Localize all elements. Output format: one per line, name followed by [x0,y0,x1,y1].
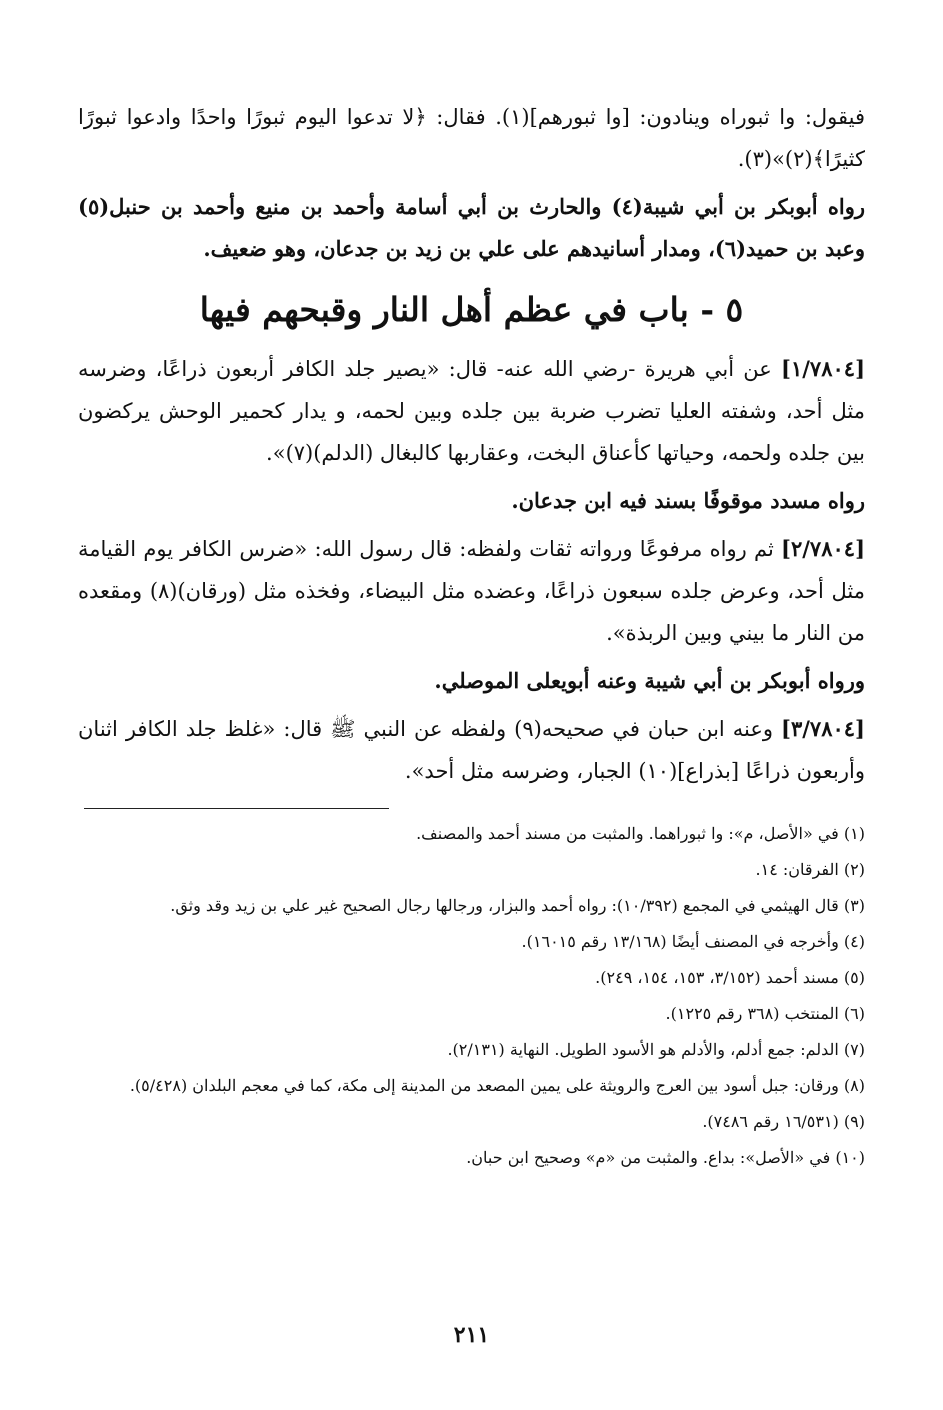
footnote-3: (٣) قال الهيثمي في المجمع (١٠/٣٩٢): رواه أحمد والبزار، ورجالها رجال الصحيح غير علي بن زيد وقد وثق. [170,896,865,915]
footnote-4: (٤) وأخرجه في المصنف أيضًا (١٣/١٦٨ رقم ١٦٠١٥). [521,932,865,951]
narration-note-1: رواه مسدد موقوفًا بسند فيه ابن جدعان. [511,488,865,513]
footnote-5: (٥) مسند أحمد (٣/١٥٢، ١٥٣، ١٥٤، ٢٤٩). [595,968,865,987]
page-number: ٢١١ [453,1322,490,1348]
hadith-text-3: وعنه ابن حبان في صحيحه(٩) ولفظه عن النبي ﷺ قال: «غلظ جلد الكافر اثنان وأربعون ذراعًا [بذراع](١٠) الجبار، وضرسه مثل أحد». [78,717,865,783]
hadith-number-2: [٢/٧٨٠٤] [781,536,865,561]
hadith-text-1: عن أبي هريرة -رضي الله عنه- قال: «يصير جلد الكافر أربعون ذراعًا، وضرسه مثل أحد، وشفته العليا تضرب ضربة بين جلده وبين لحمه، و يدار كحمير الوحش يركضون بين جلده ولحمه، وحياتها كأعناق البخت، وعقاربها كالبغال (الدلم)(٧)». [78,357,865,465]
footnote-10: (١٠) في «الأصل»: بداع. والمثبت من «م» وصحيح ابن حبان. [466,1148,865,1167]
hadith-number-1: [١/٧٨٠٤] [781,356,865,381]
footnote-separator [84,808,389,809]
footnote-7: (٧) الدلم: جمع أدلم، والأدلم هو الأسود الطويل. النهاية (٢/١٣١). [447,1040,865,1059]
hadith-number-3: [٣/٧٨٠٤] [781,716,865,741]
footnote-2: (٢) الفرقان: ١٤. [755,860,865,879]
hadith-paragraph-3 [78,708,865,792]
intro-paragraph-1: فيقول: وا ثبوراه وينادون: [وا ثبورهم](١). فقال: ﴿لا تدعوا اليوم ثبورًا واحدًا وادعوا ثبورًا كثيرًا﴾(٢)»(٣). [78,105,865,171]
chapter-heading: ٥ - باب في عظم أهل النار وقبحهم فيها [199,290,744,329]
hadith-paragraph-1 [78,348,865,474]
footnote-1: (١) في «الأصل، م»: وا ثبوراهما. والمثبت من مسند أحمد والمصنف. [416,824,865,843]
hadith-text-2: ثم رواه مرفوعًا ورواته ثقات ولفظه: قال رسول الله: «ضرس الكافر يوم القيامة مثل أحد، وعرض جلده سبعون ذراعًا، وعضده مثل البيضاء، وفخذه مثل (ورقان)(٨) ومقعده من النار ما بيني وبين الربذة». [78,537,865,645]
narration-note-2: ورواه أبوبكر بن أبي شيبة وعنه أبويعلى الموصلي. [434,668,865,693]
hadith-paragraph-2 [78,528,865,654]
footnote-6: (٦) المنتخب (٣٦٨ رقم ١٢٢٥). [665,1004,865,1023]
footnotes [78,819,865,1173]
footnote-8: (٨) ورقان: جبل أسود بين العرج والرويثة على يمين المصعد من المدينة إلى مكة، كما في معجم البلدان (٥/٤٢٨). [129,1076,865,1095]
page-body [78,96,865,1410]
footnote-9: (٩) (١٦/٥٣١ رقم ٧٤٨٦). [702,1112,865,1131]
intro-paragraph-2: رواه أبوبكر بن أبي شيبة(٤) والحارث بن أبي أسامة وأحمد بن منيع وأحمد بن حنبل(٥) وعبد بن حميد(٦)، ومدار أسانيدهم على علي بن زيد بن جدعان، وهو ضعيف. [78,194,865,261]
